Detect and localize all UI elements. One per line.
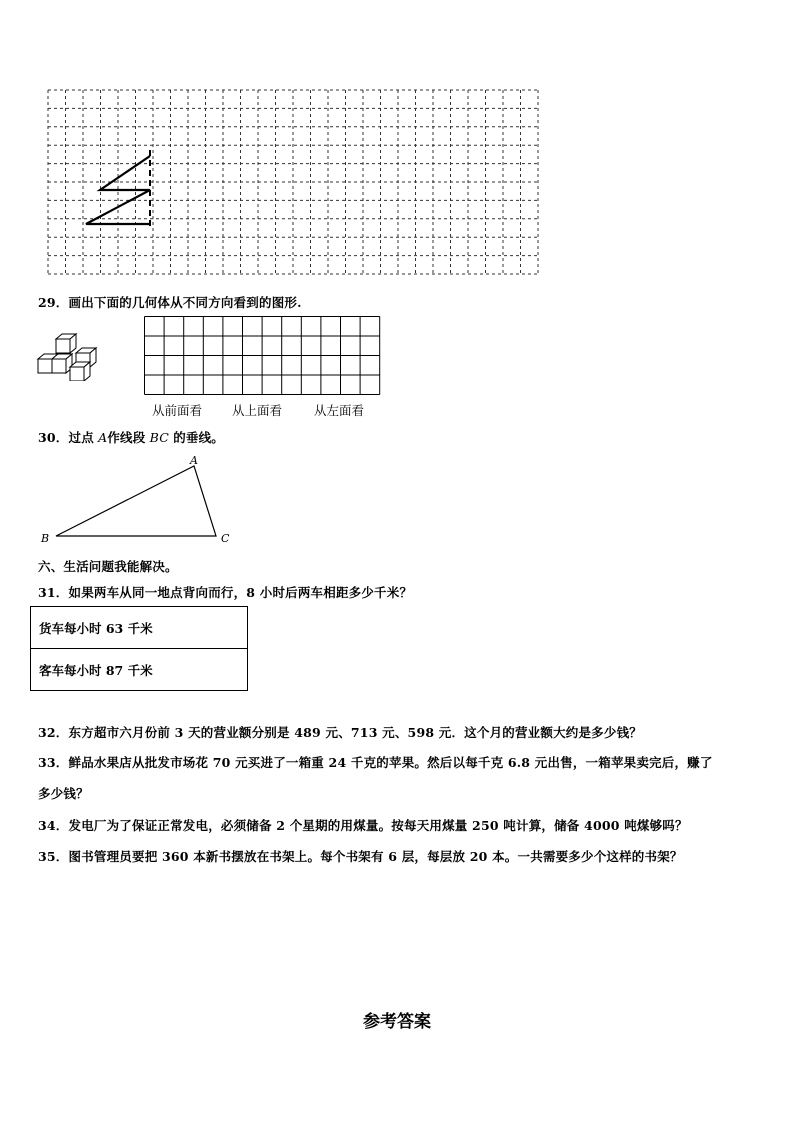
question-30: 30．过点 A作线段 BC 的垂线。 <box>38 430 225 445</box>
table-cell: 货车每小时 63 千米 <box>31 607 248 649</box>
question-text: 图书管理员要把 360 本新书摆放在书架上。每个书架有 6 层，每层放 20 本。一共需要多少个这样的书架？ <box>68 849 683 864</box>
question-number: 30． <box>38 430 69 445</box>
question-text: 画出下面的几何体从不同方向看到的图形. <box>68 295 302 310</box>
half-figure <box>86 156 150 224</box>
question-33 <box>38 753 713 771</box>
question-number: 29． <box>38 295 69 310</box>
question-text: 如果两车从同一地点背向而行，8 小时后两车相距多少千米？ <box>68 585 413 600</box>
question-number: 32． <box>38 725 69 740</box>
question-text: 东方超市六月份前 3 天的营业额分别是 489 元、713 元、598 元．这个月的营业额大约是多少钱？ <box>68 725 642 740</box>
question-31 <box>38 583 412 601</box>
question-33-continued: 多少钱？ <box>38 786 89 801</box>
vertex-b-label: B <box>41 532 50 544</box>
table-row <box>31 607 248 649</box>
question-number: 34． <box>38 818 69 833</box>
question-text: 鲜品水果店从批发市场花 70 元买进了一箱重 24 千克的苹果。然后以每千克 6.8 元出售，一箱苹果卖完后，赚了 <box>68 755 713 770</box>
table-row <box>31 649 248 691</box>
question-35 <box>38 847 683 865</box>
point-label: A <box>98 430 108 445</box>
question-text: 发电厂为了保证正常发电，必须储备 2 个星期的用煤量。按每天用煤量 250 吨计算，储备 4000 吨煤够吗？ <box>68 818 688 833</box>
question-34 <box>38 816 688 834</box>
question-number: 35． <box>38 849 69 864</box>
answer-section-title: 参考答案 <box>363 1012 431 1032</box>
question-number: 33． <box>38 755 69 770</box>
vertex-c-label: C <box>221 532 230 544</box>
left-view-label: 从左面看 <box>314 403 365 418</box>
views-answer-grid[interactable] <box>144 316 382 396</box>
triangle-abc <box>36 452 246 544</box>
section-6-title: 六、生活问题我能解决。 <box>38 559 178 574</box>
front-view-label: 从前面看 <box>152 403 203 418</box>
symmetry-grid <box>46 88 542 278</box>
speed-table <box>30 606 248 691</box>
cube-solid-figure <box>36 333 108 381</box>
table-cell: 客车每小时 87 千米 <box>31 649 248 691</box>
segment-label: BC <box>149 430 170 445</box>
question-32 <box>38 723 642 741</box>
question-number: 31． <box>38 585 69 600</box>
vertex-a-label: A <box>190 454 198 467</box>
top-view-label: 从上面看 <box>232 403 283 418</box>
question-29 <box>38 293 302 311</box>
